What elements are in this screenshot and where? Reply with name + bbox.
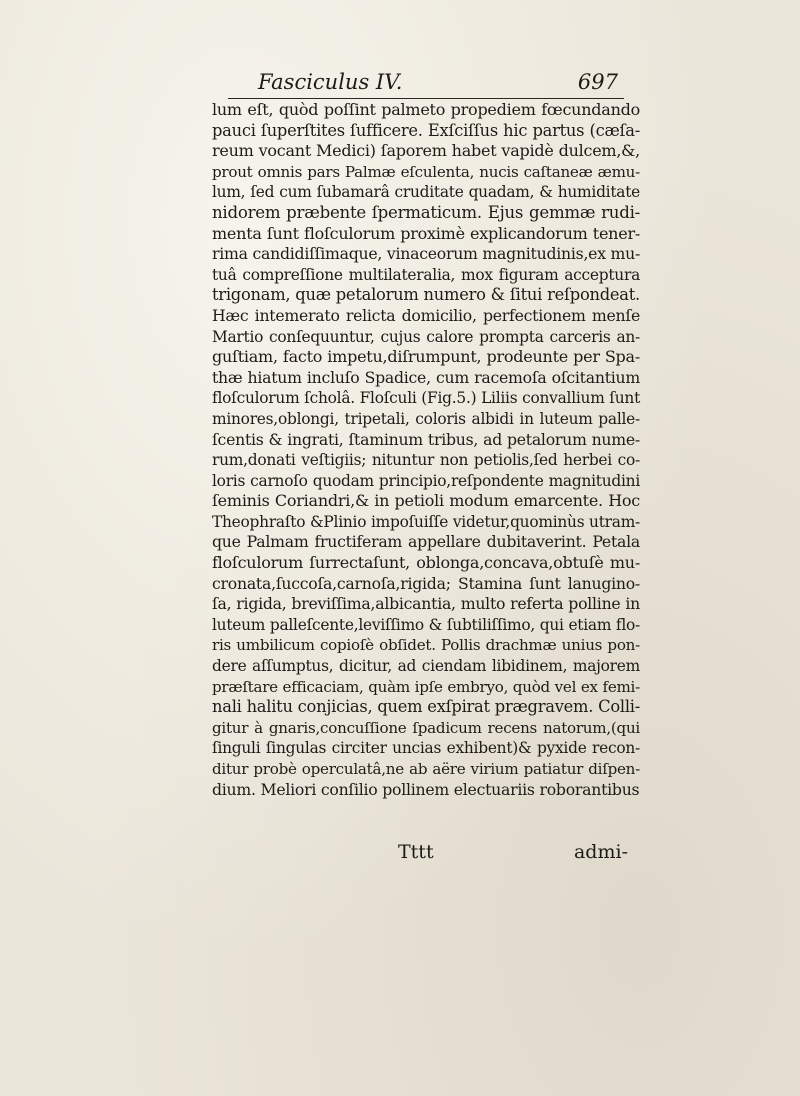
show-through-bleed <box>60 30 160 90</box>
text-line: Martio conſequuntur, cujus calore prompta carceris an- <box>212 327 640 346</box>
text-line: ris umbilicum copioſè obſidet. Pollis drachmæ unius pon- <box>212 636 640 655</box>
catchword: admi- <box>573 841 628 863</box>
page-footer <box>212 841 640 863</box>
signature-mark: Tttt <box>398 841 434 863</box>
text-line: Theophraſto &Plinio impoſuiſſe videtur,quominùs utram- <box>212 512 640 531</box>
text-line: ſa, rigida, breviſſima,albicantia, multo referta polline in <box>212 594 640 614</box>
text-line: dium. Meliori conſilio pollinem electuariis roborantibus <box>212 779 640 799</box>
text-line: nali halitu conjicias, quem exſpirat prægravem. Colli- <box>212 697 640 717</box>
text-line: ditur probè operculatâ,ne ab aëre virium patiatur diſpen- <box>212 760 640 778</box>
text-line: tuâ compreſſione multilateralia, mox figuram acceptura <box>212 265 640 284</box>
text-line: minores,oblongi, tripetali, coloris albidi in luteum palle- <box>212 409 640 428</box>
text-line: lum, ſed cum ſubamarâ cruditate quadam, & humiditate <box>212 183 640 202</box>
text-line: Hæc intemerato relicta domicilio, perfectionem menſe <box>212 305 640 325</box>
text-line: guſtiam, facto impetu,diſrumpunt, prodeunte per Spa- <box>212 347 640 367</box>
text-line: luteum palleſcente,leviſſimo & ſubtiliſſimo, qui etiam flo- <box>212 615 640 634</box>
text-line: pauci ſuperſtites ſufficere. Exſciſſus hic partus (cæſa- <box>212 120 640 140</box>
running-title: Fasciculus IV. <box>258 70 403 94</box>
text-line: ſcentis & ingrati, ſtaminum tribus, ad petalorum nume- <box>212 429 640 449</box>
running-header <box>228 70 624 99</box>
text-line: thæ hiatum incluſo Spadice, cum racemoſa oſcitantium <box>212 367 640 387</box>
page-number: 697 <box>577 70 618 94</box>
text-line: nidorem præbente ſpermaticum. Ejus gemmæ rudi- <box>212 202 640 222</box>
text-line: trigonam, quæ petalorum numero & ſitui reſpondeat. <box>212 285 640 305</box>
text-line: prout omnis pars Palmæ eſculenta, nucis caſtaneæ æmu- <box>212 162 640 181</box>
text-line: rima candidiſſimaque, vinaceorum magnitudinis,ex mu- <box>212 244 641 264</box>
text-block <box>212 100 640 800</box>
text-line: floſculorum ſurrectaſunt, oblonga,concava,obtuſè mu- <box>212 553 640 573</box>
text-line: reum vocant Medici) ſaporem habet vapidè dulcem,&, <box>212 141 640 161</box>
text-line: que Palmam fructiferam appellare dubitaverint. Petala <box>212 532 640 552</box>
text-line: ſeminis Coriandri,& in petioli modum emarcente. Hoc <box>212 491 640 511</box>
text-line: floſculorum ſcholâ. Floſculi (Fig.5.) Liliis convallium ſunt <box>212 389 640 408</box>
text-line: loris carnoſo quodam principio,reſpondente magnitudini <box>212 471 640 490</box>
text-line: ſinguli ſingulas circiter uncias exhibent)& pyxide recon- <box>212 739 640 758</box>
text-line: lum eſt, quòd poſſint palmeto propediem fœcundando <box>212 100 640 119</box>
text-line: menta ſunt floſculorum proximè explicandorum tener- <box>212 223 640 243</box>
text-line: rum,donati veſtigiis; nituntur non petiolis,ſed herbei co- <box>212 451 640 470</box>
text-line: dere aſſumptus, dicitur, ad ciendam libidinem, majorem <box>212 657 640 676</box>
text-line: cronata,ſuccoſa,carnoſa,rigida; Stamina ſunt lanugino- <box>212 573 640 593</box>
text-line: gitur à gnaris,concuſſione ſpadicum recens natorum,(qui <box>212 718 640 737</box>
text-line: præſtare efficaciam, quàm ipſe embryo, quòd vel ex femi- <box>212 677 640 696</box>
